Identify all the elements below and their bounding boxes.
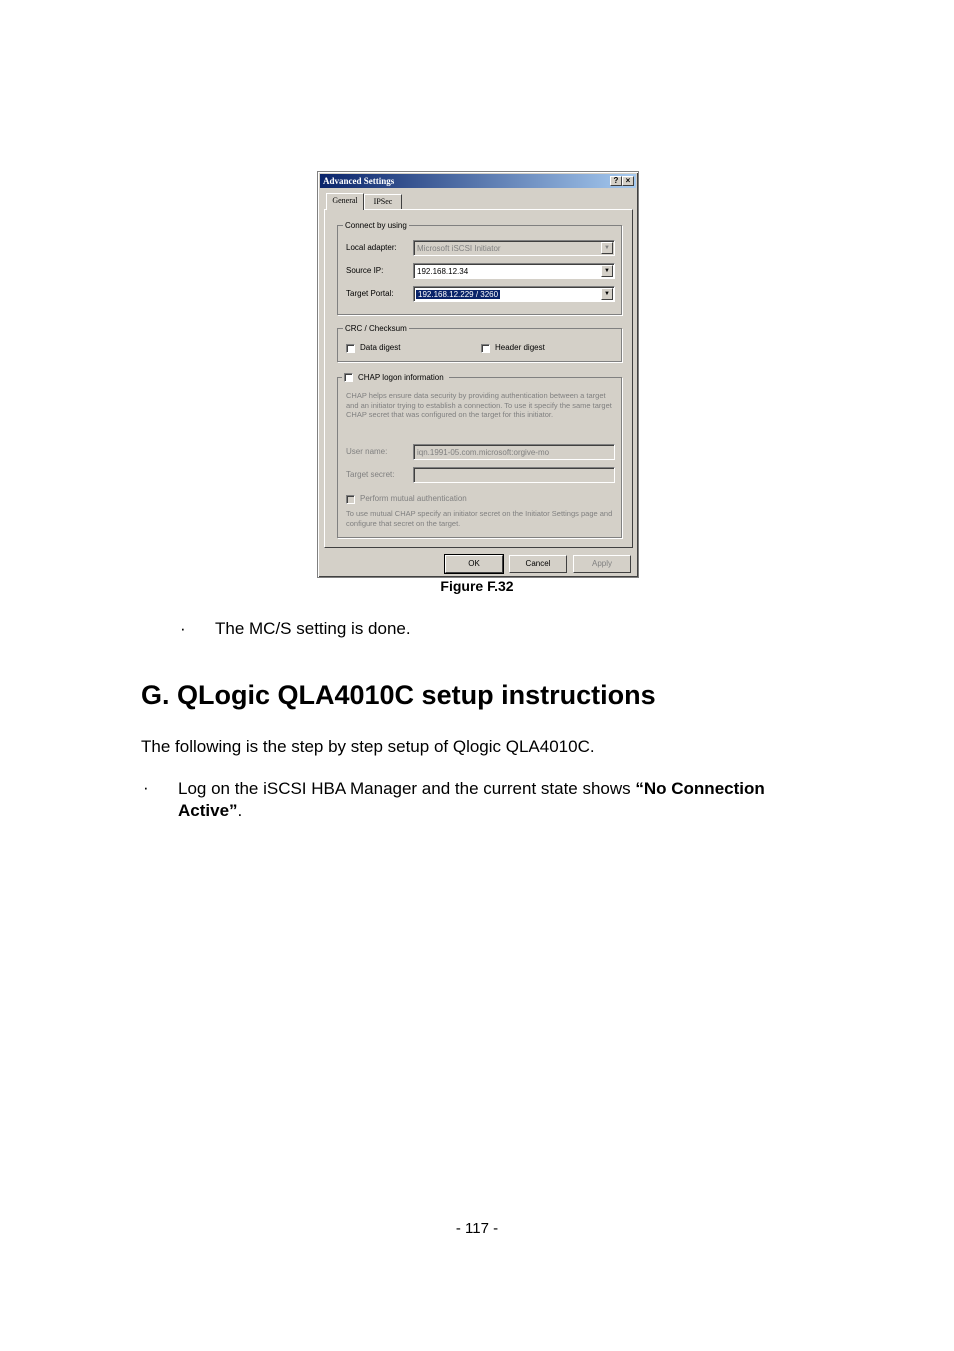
local-adapter-select[interactable] [413,240,615,256]
page-number: - 117 - [455,1220,499,1237]
chap-logon-label: CHAP logon information [358,373,444,382]
connect-group-legend: Connect by using [345,221,407,230]
tab-ipsec-label: IPSec [373,197,393,206]
bullet-2: · [143,778,149,797]
mutual-auth-checkbox[interactable] [346,495,355,504]
step-2-emphasis: “No Connection Active” [178,779,765,820]
connect-group [337,221,622,315]
user-name-input[interactable] [413,444,615,460]
cancel-button[interactable] [509,555,567,573]
help-button[interactable] [610,176,622,186]
local-adapter-value: Microsoft iSCSI Initiator [417,244,501,253]
chevron-down-icon: ▼ [604,268,610,274]
close-button[interactable] [622,176,634,186]
cancel-button-label: Cancel [525,559,551,568]
tab-general[interactable] [326,193,364,210]
dialog-title: Advanced Settings [323,176,395,186]
chevron-down-icon: ▼ [604,291,610,297]
crc-checksum-group [337,324,622,362]
apply-button[interactable] [573,555,631,573]
chevron-down-icon: ▼ [604,245,610,251]
tab-general-label: General [332,196,358,205]
mutual-auth-label: Perform mutual authentication [360,494,467,503]
target-portal-dropdown-button[interactable] [601,288,613,300]
ok-button-label: OK [468,559,480,568]
apply-button-label: Apply [591,559,612,568]
user-name-label: User name: [346,447,388,456]
tab-ipsec[interactable] [364,194,402,209]
bullet-1: · [180,619,186,638]
header-digest-label: Header digest [495,343,545,352]
target-portal-label: Target Portal: [346,289,394,298]
step-2-text [178,778,778,822]
target-portal-select[interactable] [413,286,615,302]
section-heading: G. QLogic QLA4010C setup instructions [141,680,656,710]
step-2-suffix: . [237,801,243,820]
step-1-text: The MC/S setting is done. [215,619,411,638]
intro-text: The following is the step by step setup of Qlogic QLA4010C. [141,737,595,756]
chap-description: CHAP helps ensure data security by providing authentication between a target and an initiator trying to establish a connection. To use it specify the same target CHAP secret that was configured on the target for this initiator. [346,391,612,419]
local-adapter-label: Local adapter: [346,243,397,252]
help-icon: ? [613,176,619,185]
user-name-value: iqn.1991-05.com.microsoft:orgive-mo [417,448,550,457]
ok-button[interactable] [445,555,503,573]
target-secret-label: Target secret: [346,470,395,479]
header-digest-checkbox[interactable] [481,344,490,353]
step-2-prefix: Log on the iSCSI HBA Manager and the current state shows [178,779,636,798]
source-ip-value: 192.168.12.34 [417,267,469,276]
general-tab-panel [324,209,633,548]
target-portal-value: 192.168.12.229 / 3260 [418,290,499,299]
source-ip-select[interactable] [413,263,615,279]
source-ip-dropdown-button[interactable] [601,265,613,277]
chap-logon-checkbox[interactable] [344,373,353,382]
source-ip-label: Source IP: [346,266,384,275]
figure-caption: Figure F.32 [440,578,514,594]
local-adapter-dropdown-button[interactable] [601,242,613,254]
data-digest-checkbox[interactable] [346,344,355,353]
crc-group-legend: CRC / Checksum [345,324,407,333]
data-digest-label: Data digest [360,343,401,352]
target-secret-input[interactable] [413,467,615,483]
advanced-settings-dialog [317,171,639,578]
chap-group [337,373,622,538]
chap-legend [342,372,449,384]
close-icon: × [625,176,631,185]
dialog-titlebar[interactable] [320,174,636,188]
mutual-chap-note: To use mutual CHAP specify an initiator secret on the Initiator Settings page and configure that secret on the target. [346,509,613,528]
